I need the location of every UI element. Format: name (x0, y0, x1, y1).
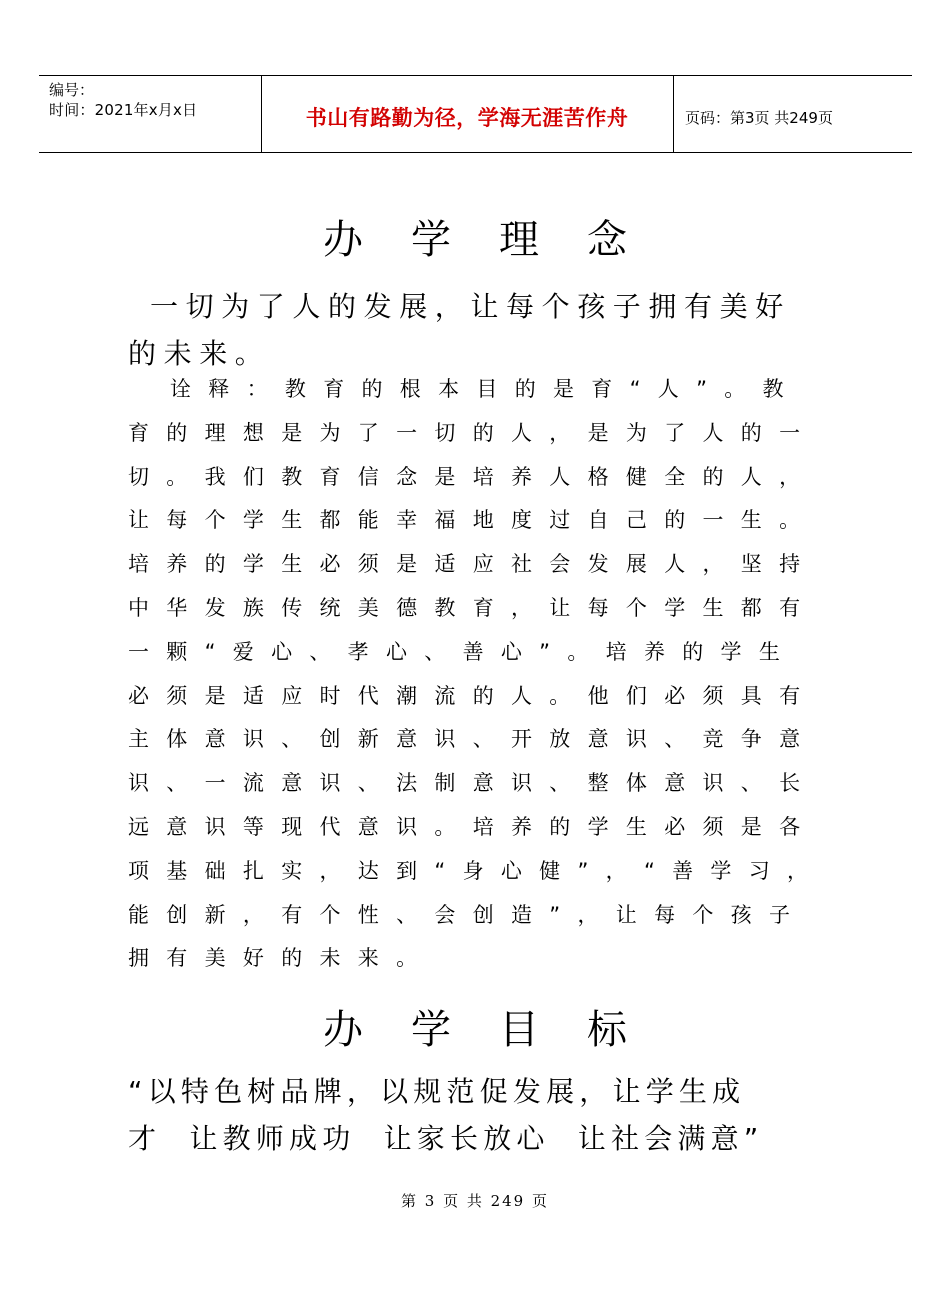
philosophy-slogan (128, 283, 848, 377)
philosophy-paragraph (128, 368, 828, 981)
paragraph-line: 项基础扎实，达到“身心健”，“善学习， (128, 858, 826, 883)
page-header (39, 75, 912, 153)
paragraph-line: 能创新，有个性、会创造”，让每个孩子 (128, 902, 808, 927)
paragraph-line: 培养的学生必须是适应社会发展人，坚持 (128, 552, 818, 577)
paragraph-line: 识、一流意识、法制意识、整体意识、长 (128, 771, 818, 796)
paragraph-line: 拥有美好的未来。 (128, 946, 435, 971)
section-title-goals: 办学目标 (323, 1007, 675, 1053)
paragraph-line: 让每个学生都能幸福地度过自己的一生。 (128, 508, 818, 533)
slogan-line: 一切为了人的发展，让每个孩子拥有美好 (150, 290, 791, 323)
paragraph-line: 切。我们教育信念是培养人格健全的人， (128, 464, 818, 489)
header-meta (49, 80, 197, 120)
number-label: 编号： (49, 81, 95, 99)
slogan-line: 的未来。 (128, 337, 271, 370)
paragraph-line: 主体意识、创新意识、开放意识、竞争意 (128, 727, 818, 752)
section-title-philosophy: 办学理念 (323, 217, 675, 263)
page-footer: 第 3 页 共 249 页 (400, 1192, 549, 1210)
paragraph-line: 必须是适应时代潮流的人。他们必须具有 (128, 683, 818, 708)
header-motto: 书山有路勤为径，学海无涯苦作舟 (305, 105, 629, 130)
time-label: 时间：2021年x月x日 (49, 101, 198, 119)
paragraph-line: 诠释：教育的根本目的是育“人”。教 (170, 377, 801, 401)
paragraph-line: 中华发族传统美德教育，让每个学生都有 (128, 595, 818, 620)
header-page-info: 页码：第3页 共249页 (685, 109, 833, 127)
paragraph-line: 远意识等现代意识。培养的学生必须是各 (128, 814, 818, 839)
paragraph-line: 育的理想是为了一切的人，是为了人的一 (128, 420, 818, 445)
slogan-line: 才 让教师成功 让家长放心 让社会满意” (128, 1122, 764, 1155)
slogan-line: “以特色树品牌，以规范促发展，让学生成 (128, 1075, 746, 1108)
paragraph-line: 一颗“爱心、孝心、善心”。培养的学生 (128, 639, 798, 664)
goals-slogan (128, 1068, 848, 1162)
header-divider (673, 76, 674, 152)
